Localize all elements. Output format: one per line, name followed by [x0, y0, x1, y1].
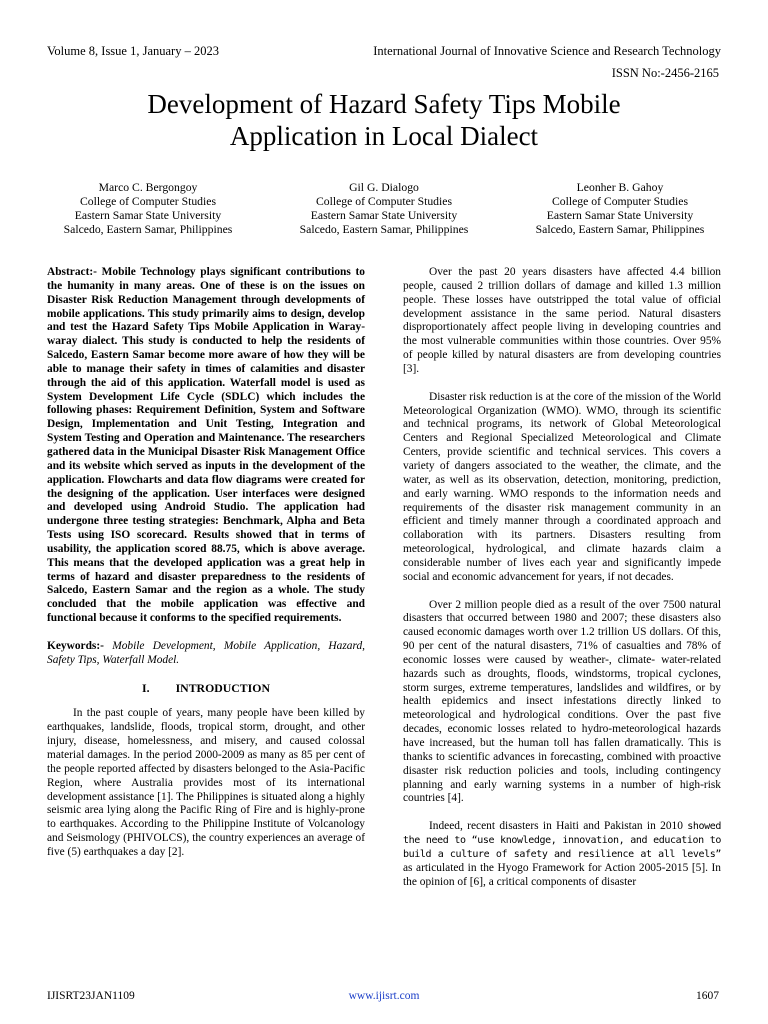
quoted-text: showed the need to “use knowledge, innovation, and education to build a culture of safety and resilience at all levels”	[403, 821, 721, 860]
section-heading	[47, 682, 365, 696]
author-college: College of Computer Studies	[315, 195, 452, 208]
page-number: 1607	[696, 990, 719, 1002]
section-title: INTRODUCTION	[175, 680, 270, 695]
author-college: College of Computer Studies	[79, 195, 216, 208]
body-paragraph: Over 2 million people died as a result of the over 7500 natural disasters that occurred between 1980 and 2007; these disasters also caused economic damages worth over 1.2 trillion US dollars. Of this, 90 per cent of the natural disasters, 71% of casualties and 78% of economic losses were caused by weather-, climate- water-related hazards such as droughts, floods, windstorms, tropical cyclones, storm surges, extreme temperatures, landslides and wildfires, or by health epidemics and insect infestations directly linked to meteorological and hydrological conditions. Over the past five decades, economic losses related to hydro-meteorological hazards have increased, but the human toll has fallen dramatically. This is thanks to scientific advances in forecasting, combined with proactive disaster risk reduction policies and tools, including contingency planning and early warning systems in a number of high-risk countries [4].	[403, 598, 721, 805]
author-university: Eastern Samar State University	[546, 209, 694, 222]
abstract: Abstract:- Mobile Technology plays significant contributions to the humanity in many areas. One of these is on the issues on Disaster Risk Reduction Management through developments of mobile applications. This study primarily aims to design, develop and test the Hazard Safety Tips Mobile Application in Waray-waray dialect. This study is conducted to help the residents of Salcedo, Eastern Samar become more aware of how they will be able to manage their safety in times of calamities and disaster through the aid of this application. Waterfall model is used as System Development Life Cycle (SDLC) which includes the following phases: Requirement Definition, System and Software Design, Implementation and Unit Testing, Integration and System Testing and Operation and Maintenance. The researchers gathered data in the Municipal Disaster Risk Management Office and its website which served as inputs in the development of the application. Flowcharts and data flow diagrams were created for the designing of the application. User interfaces were designed and developed using Android Studio. The application had undergone three testing strategies: Benchmark, Alpha and Beta Tests using ISO scorecard. Results showed that in terms of usability, the application scored 88.75, which is above average. This means that the developed application was a great help in terms of hazard and disaster preparedness to the residents of Salcedo, Eastern Samar and the region as a whole. The study concluded that the mobile application was effective and functional because it conforms to the specified requirements.	[47, 266, 365, 625]
author-name: Gil G. Dialogo	[349, 181, 419, 194]
author-name: Leonher B. Gahoy	[576, 181, 664, 194]
intro-paragraph: In the past couple of years, many people have been killed by earthquakes, landslide, floods, tropical storm, drought, and other injury, disease, homelessness, and misery, and caused colossal material damages. In the period 2000-2009 as many as 85 per cent of the people reported affected by disasters belonged to the Asia-Pacific Region, where Australia provides most of its international development assistance [1]. The Philippines is situated along a highly seismic area lying along the Pacific Ring of Fire and is highly-prone to earthquakes. According to the Philippine Institute of Volcanology and Seismology (PHIVOLCS), the country experiences an average of five (5) earthquakes a day [2].	[47, 707, 365, 858]
paragraph-text: Indeed, recent disasters in Haiti and Pakistan in 2010	[429, 820, 683, 833]
title-line-2: Application in Local Dialect	[229, 121, 539, 151]
right-column	[403, 266, 721, 889]
author-block	[502, 181, 738, 237]
left-column	[47, 266, 365, 860]
running-header-journal: International Journal of Innovative Science and Research Technology	[373, 44, 721, 58]
author-name: Marco C. Bergongoy	[98, 181, 198, 194]
running-header-volume: Volume 8, Issue 1, January – 2023	[47, 44, 219, 58]
keywords-label: Keywords:-	[47, 639, 104, 652]
issn: ISSN No:-2456-2165	[611, 66, 719, 80]
footer-paper-id: IJISRT23JAN1109	[47, 990, 135, 1002]
paper-title	[60, 88, 708, 152]
keywords	[47, 640, 365, 668]
author-university: Eastern Samar State University	[74, 209, 222, 222]
title-line-1: Development of Hazard Safety Tips Mobile	[147, 89, 621, 119]
author-list	[30, 181, 738, 237]
author-block	[266, 181, 502, 237]
paragraph-text: as articulated in the Hyogo Framework for Action 2005-2015 [5]. In the opinion of [6], a critical components of disaster	[403, 861, 721, 888]
author-location: Salcedo, Eastern Samar, Philippines	[535, 223, 705, 236]
author-university: Eastern Samar State University	[310, 209, 458, 222]
author-college: College of Computer Studies	[551, 195, 688, 208]
author-block	[30, 181, 266, 237]
author-location: Salcedo, Eastern Samar, Philippines	[63, 223, 233, 236]
body-paragraph	[403, 820, 721, 889]
body-paragraph: Disaster risk reduction is at the core of the mission of the World Meteorological Organization (WMO). WMO, through its scientific and technical programs, its network of Global Meteorological Centers and Regional Specialized Meteorological and Climate Centers, provide scientific and technical services. This covers a variety of dangers associated to the weather, the climate, and the water, as well as its observation, detection, monitoring, prediction, and early warning. WMO responds to the information needs and requirements of the disaster risk management community in an efficient and timely manner through a coordinated approach and collaboration with its partners. Disasters resulting from meteorological, hydrological, and climate hazards claim a considerable number of lives each year and significantly impede social and economic advancement for years, if not decades.	[403, 390, 721, 583]
footer-website-link[interactable]: www.ijisrt.com	[348, 990, 420, 1002]
section-number: I.	[142, 680, 150, 695]
body-paragraph: Over the past 20 years disasters have affected 4.4 billion people, caused 2 trillion dollars of damage and killed 1.3 million people. These losses have outstripped the total value of official development assistance in the same period. Natural disasters disproportionately affect people living in developing countries and the most vulnerable communities within those countries. Over 95% of people killed by natural disasters are from developing countries [3].	[403, 266, 721, 375]
keywords-text: Mobile Development, Mobile Application, Hazard, Safety Tips, Waterfall Model.	[47, 639, 366, 666]
author-location: Salcedo, Eastern Samar, Philippines	[299, 223, 469, 236]
